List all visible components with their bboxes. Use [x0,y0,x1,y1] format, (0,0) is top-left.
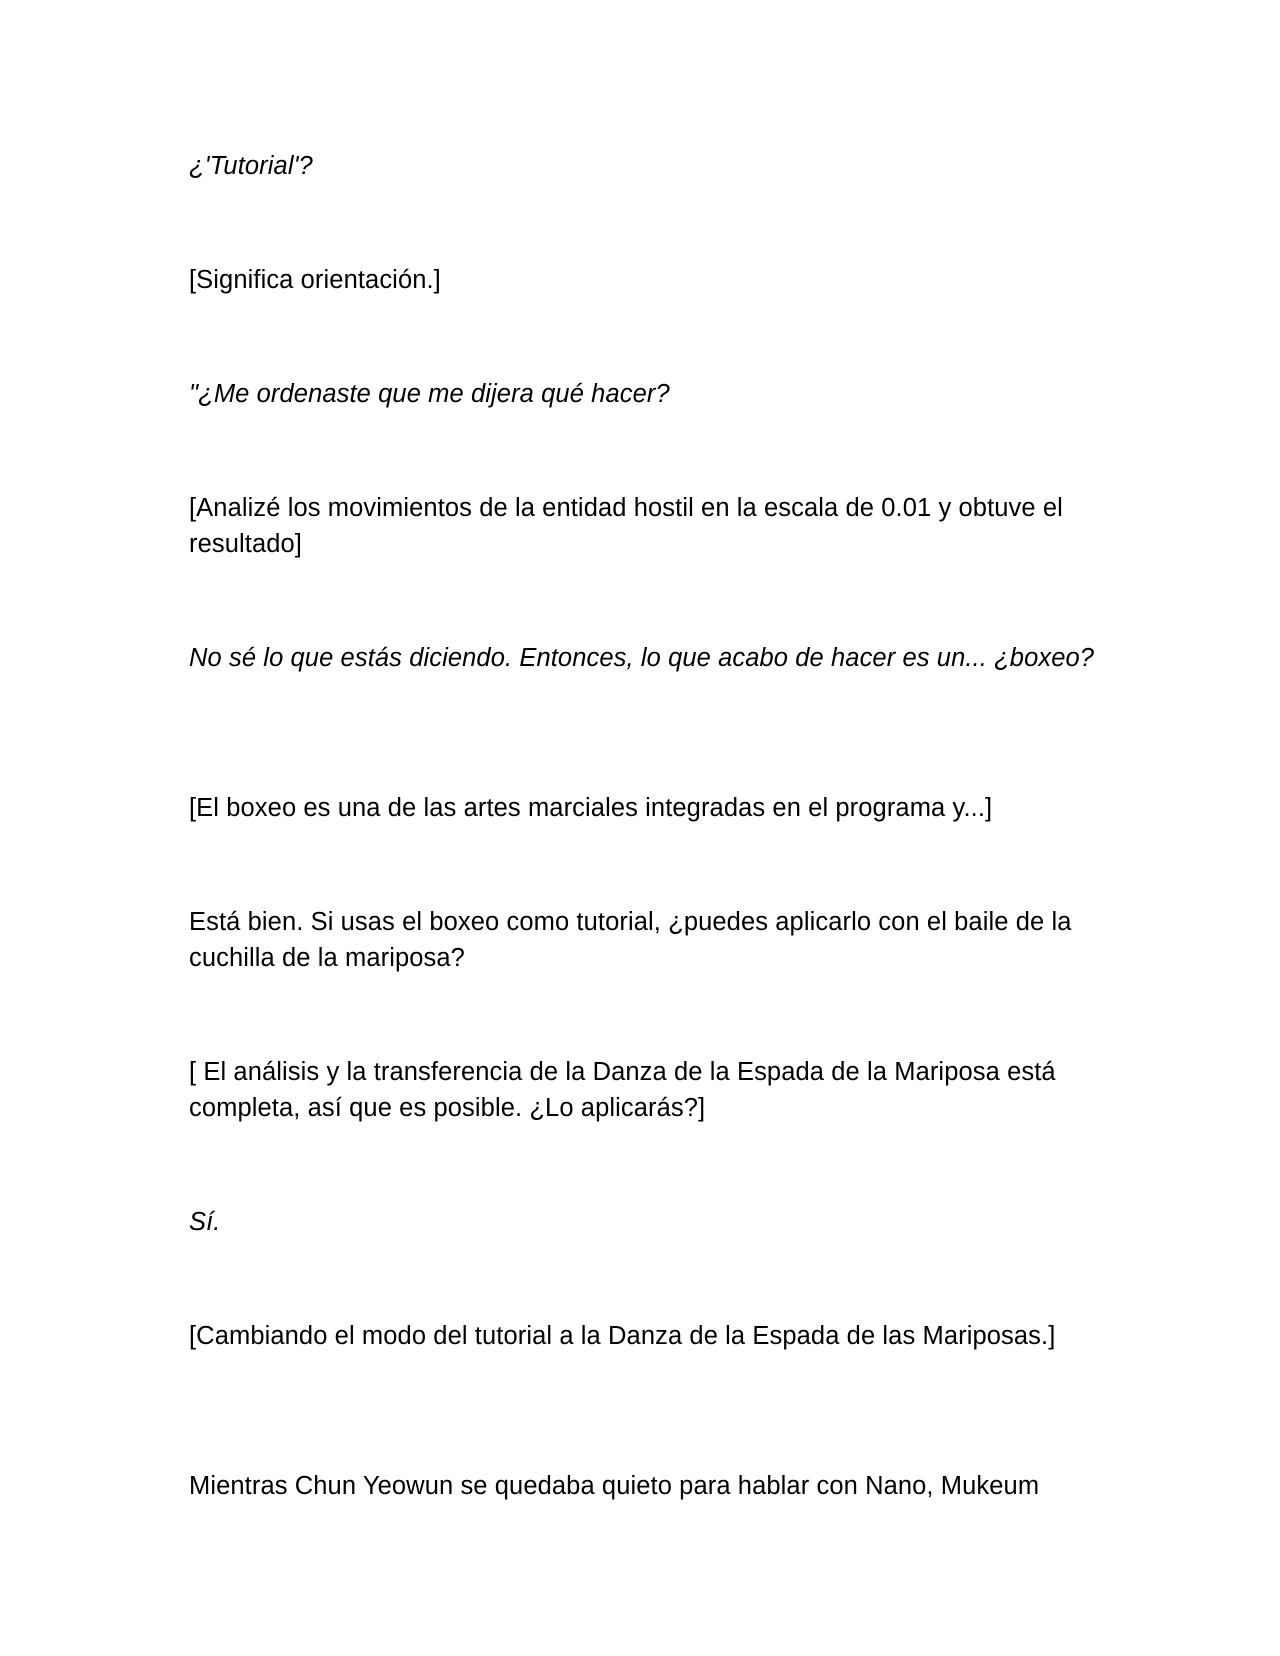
paragraph-yes: Sí. [189,1208,221,1236]
paragraph-apply-question: Está bien. Si usas el boxeo como tutorial, ¿puedes aplicarlo con el baile de la cuchilla de la mariposa? [189,908,1072,972]
paragraph-system-analysis: [Analizé los movimientos de la entidad hostil en la escala de 0.01 y obtuve el resultado] [189,494,1063,558]
paragraph-system-orientation: [Significa orientación.] [189,266,441,294]
paragraph-narration: Mientras Chun Yeowun se quedaba quieto para hablar con Nano, Mukeum [189,1472,1040,1500]
paragraph-system-transfer: [ El análisis y la transferencia de la Danza de la Espada de la Mariposa está completa, así que es posible. ¿Lo aplicarás?] [189,1058,1056,1122]
paragraph-boxing-question: No sé lo que estás diciendo. Entonces, lo que acabo de hacer es un... ¿boxeo? [189,644,1095,672]
paragraph-system-boxing: [El boxeo es una de las artes marciales integradas en el programa y...] [189,794,993,822]
paragraph-tutorial-thought: ¿'Tutorial'? [189,152,313,180]
paragraph-ordered-question: "¿Me ordenaste que me dijera qué hacer? [189,380,670,408]
paragraph-system-mode-change: [Cambiando el modo del tutorial a la Danza de la Espada de las Mariposas.] [189,1322,1056,1350]
